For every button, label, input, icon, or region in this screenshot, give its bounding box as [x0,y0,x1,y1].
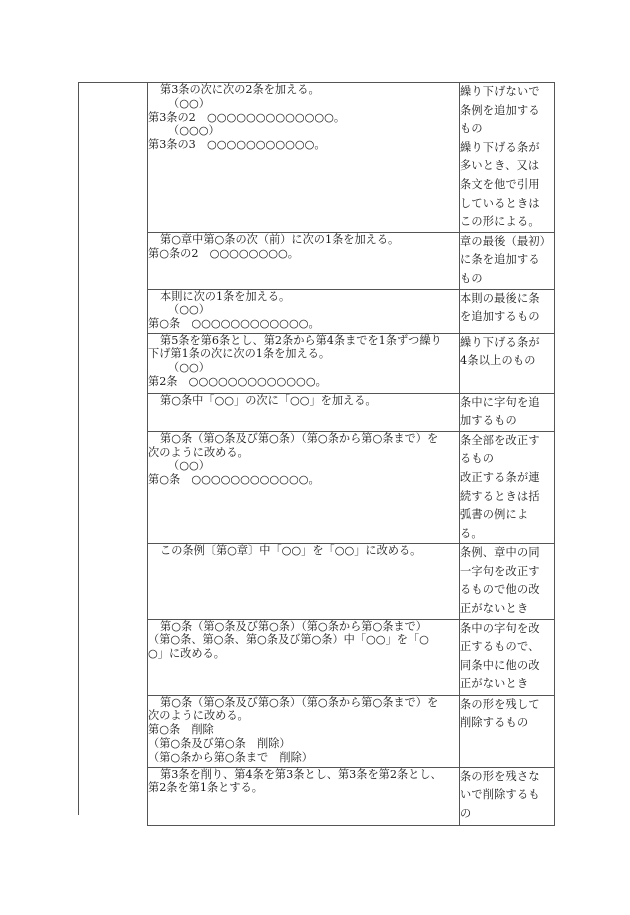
amendment-examples-table [147,82,555,826]
example-line: （○○） [168,459,210,473]
note-line: 条の形を残さな [460,769,540,783]
note-line: に条を追加する [460,253,540,267]
example-cell [148,767,460,825]
example-line: 第○条（第○条及び第○条）（第○条から第○条まで）を [160,431,439,445]
table-row [148,619,555,695]
note-line: る。 [460,526,483,540]
example-line: 第○条（第○条及び第○条）（第○条から第○条まで） [160,619,427,633]
table-row [148,333,555,393]
note-line: 改正する条が連 [460,470,540,484]
note-line: 繰り下げないで [460,85,540,98]
note-line: 正がないとき [460,677,529,691]
note-line: 条中の字句を改 [460,621,540,635]
note-line: 繰り下げる条が [460,335,540,349]
example-line: （○○） [168,96,210,110]
example-line: この条例〔第○章〕中「○○」を「○○」に改める。 [160,544,422,558]
note-cell [460,333,555,393]
example-line: ○」に改める。 [148,647,225,661]
example-line: 第2条を第1条とする。 [148,781,263,795]
note-line: いで削除するも [460,788,540,802]
note-line: しているときは [460,196,540,210]
example-line: 第3条を削り、第4条を第3条とし、第3条を第2条とし、 [160,767,442,781]
note-line: を追加するもの [460,310,540,324]
example-line: （第○条及び第○条 削除） [148,737,291,751]
table-body [148,83,555,826]
table-row [148,83,555,233]
example-line: 第5条を第6条とし、第2条から第4条までを1条ずつ繰り [160,333,442,347]
note-line: 章の最後（最初） [460,234,552,248]
margin-column-left-border [78,82,79,815]
example-cell [148,619,460,695]
example-cell [148,333,460,393]
example-line: （第○条から第○条まで 削除） [148,750,313,764]
example-line: 次のように改める。 [148,709,249,723]
note-line: 削除するもの [460,716,529,730]
example-line: 第○条（第○条及び第○条）（第○条から第○条まで）を [160,695,439,709]
example-line: （○○） [168,303,210,317]
note-line: 加するもの [460,414,517,428]
note-line: 同条中に他の改 [460,658,540,672]
note-line: 条中に字句を追 [460,395,540,409]
example-cell [148,431,460,544]
example-cell [148,695,460,767]
example-line: 第○条 ○○○○○○○○○○○○。 [148,473,320,487]
note-cell [460,695,555,767]
note-line: 多いとき、又は [460,159,540,173]
note-line: この形による。 [460,215,540,229]
table-row [148,232,555,289]
note-line: もの [460,271,483,285]
example-line: 第3条の2 ○○○○○○○○○○○○○。 [148,110,346,124]
example-line: 第3条の3 ○○○○○○○○○○○。 [148,138,326,152]
note-line: 本則の最後に条 [460,291,540,305]
note-cell [460,289,555,333]
example-line: 下げ第1条の次に次の1条を加える。 [148,347,331,361]
note-line: 正するもので、 [460,640,540,654]
note-line: 条例、章中の同 [460,546,540,560]
example-line: 本則に次の1条を加える。 [160,289,291,303]
example-line: 第○章中第○条の次（前）に次の1条を加える。 [160,232,400,246]
note-cell [460,619,555,695]
example-line: 第3条の次に次の2条を加える。 [160,83,320,96]
note-line: るもので他の改 [460,583,540,597]
note-line: 弧書の例によ [460,508,529,522]
table-row [148,695,555,767]
example-line: 次のように改める。 [148,445,249,459]
example-line: 第○条中「○○」の次に「○○」を加える。 [160,393,377,407]
note-line: 繰り下げる条が [460,140,540,154]
note-line: の [460,806,472,820]
note-line: るもの [460,452,495,466]
example-line: （第○条、第○条、第○条及び第○条）中「○○」を「○ [148,633,429,647]
example-line: （○○○） [168,124,220,138]
note-line: もの [460,122,483,136]
margin-column-top-border [78,82,148,83]
example-line: 第○条の2 ○○○○○○○○。 [148,246,299,260]
note-cell [460,767,555,825]
note-line: 一字句を改正す [460,564,540,578]
example-cell [148,544,460,619]
table-row [148,393,555,431]
example-cell [148,393,460,431]
example-line: 第2条 ○○○○○○○○○○○○○。 [148,374,327,388]
table-row [148,431,555,544]
table-row [148,289,555,333]
note-line: 続するときは括 [460,489,540,503]
note-cell [460,431,555,544]
note-line: 正がないとき [460,602,529,616]
note-line: 条の形を残して [460,697,540,711]
table-row [148,767,555,825]
note-line: 条例を追加する [460,103,540,117]
note-line: 条全部を改正す [460,433,540,447]
example-line: 第○条 ○○○○○○○○○○○○。 [148,317,320,331]
note-cell [460,83,555,233]
example-cell [148,232,460,289]
note-line: 条文を他で引用 [460,177,540,191]
example-cell [148,83,460,233]
example-line: （○○） [168,361,210,375]
note-cell [460,232,555,289]
note-line: 4条以上のもの [460,354,536,368]
table-row [148,544,555,619]
example-cell [148,289,460,333]
note-cell [460,544,555,619]
example-line: 第○条 削除 [148,723,214,737]
note-cell [460,393,555,431]
